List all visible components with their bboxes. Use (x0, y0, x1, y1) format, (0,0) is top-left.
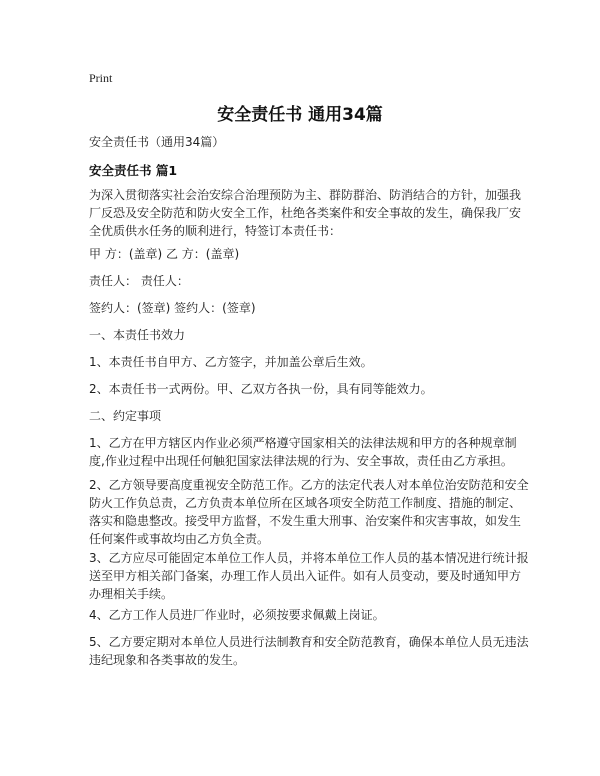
terms-clause-5: 5、乙方要定期对本单位人员进行法制教育和安全防范教育，确保本单位人员无违法违纪现象和各类事故的发生。 (89, 635, 529, 667)
section-title: 安全责任书 篇1 (89, 163, 178, 178)
validity-item-1: 1、本责任书自甲方、乙方签字，并加盖公章后生效。 (89, 355, 373, 369)
page-title: 安全责任书 通用34篇 (217, 105, 383, 125)
terms-clause-3: 3、乙方应尽可能固定本单位工作人员，并将本单位工作人员的基本情况进行统计报送至甲方相关部门备案，办理工作人员出入证件。如有人员变动，要及时通知甲方办理相关手续。 (89, 551, 529, 601)
parties-line: 甲 方：(盖章) 乙 方：(盖章) (89, 247, 240, 261)
terms-clause-1: 1、乙方在甲方辖区内作业必须严格遵守国家相关的法律法规和甲方的各种规章制度,作业过程中出现任何触犯国家法律法规的行为、安全事故，责任由乙方承担。 (89, 436, 517, 468)
heading-terms: 二、约定事项 (89, 409, 162, 423)
document-subtitle: 安全责任书（通用34篇） (89, 135, 225, 149)
intro-paragraph: 为深入贯彻落实社会治安综合治理预防为主、群防群治、防消结合的方针，加强我厂反恐及安全防范和防火安全工作，杜绝各类案件和安全事故的发生，确保我厂安全优质供水任务的顺利进行，特签订本责任书： (89, 188, 522, 238)
print-label: Print (89, 71, 113, 85)
terms-clause-2: 2、乙方领导要高度重视安全防范工作。乙方的法定代表人对本单位治安防范和安全防火工作负总责，乙方负责本单位所在区域各项安全防范工作制度、措施的制定、落实和隐患整改。接受甲方监督，不发生重大刑事、治安案件和灾害事故，如发生任何案件或事故均由乙方负全责。 (89, 478, 529, 546)
heading-validity: 一、本责任书效力 (89, 328, 186, 342)
responsible-line: 责任人： 责任人： (89, 274, 189, 288)
validity-item-2: 2、本责任书一式两份。甲、乙双方各执一份，具有同等能效力。 (89, 382, 433, 396)
signatories-line: 签约人：(签章) 签约人：(签章) (89, 301, 256, 315)
terms-clause-4: 4、乙方工作人员进厂作业时，必须按要求佩戴上岗证。 (89, 608, 385, 622)
